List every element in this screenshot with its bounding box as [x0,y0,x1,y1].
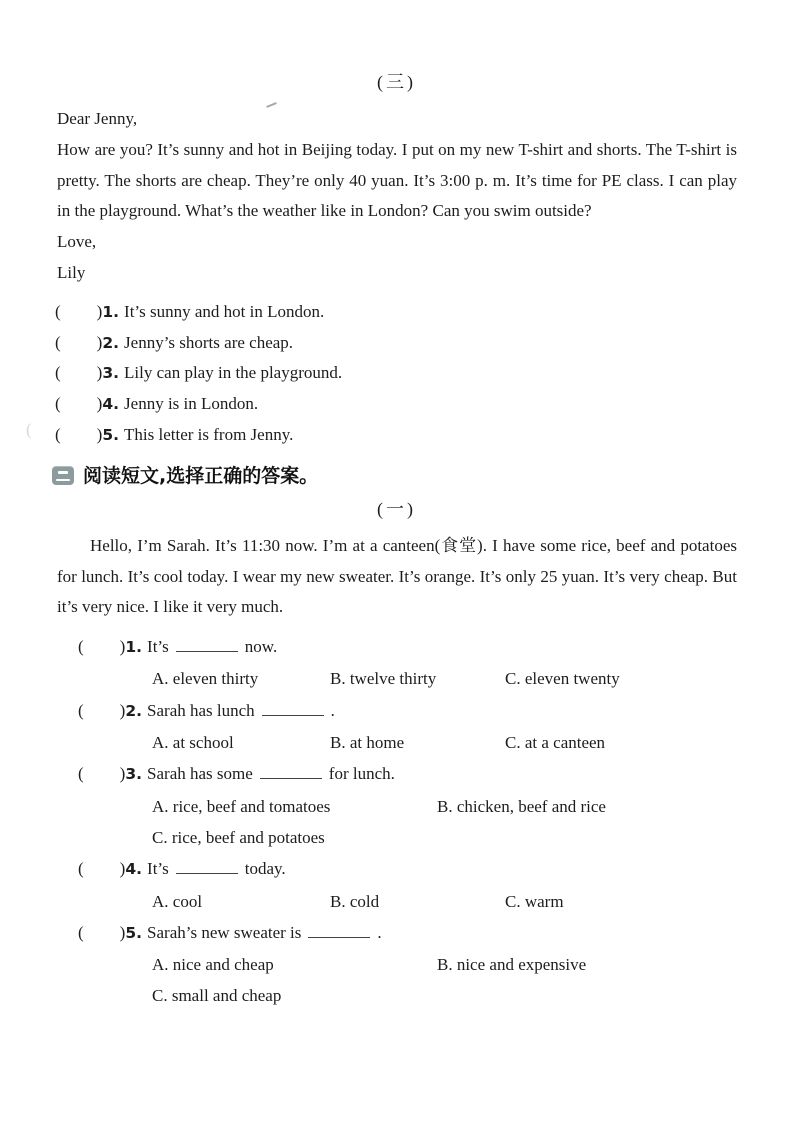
fill-in-blank[interactable] [260,776,322,779]
letter-passage [57,104,737,289]
options-row [152,980,793,1011]
tf-question-row [55,389,793,420]
reading-passage: Hello, I’m Sarah. It’s 11:30 now. I’m at a canteen(食堂). I have some rice, beef and potatoes for lunch. It’s cool today. I wear my new sweater. It’s orange. It’s only 25 yuan. It’s very cheap. But it’s very nice. I like it very much. [57,535,737,617]
close-paren: ) [96,394,103,414]
option-c: C. eleven twenty [505,669,620,689]
options-row [152,886,793,917]
question-text: This letter is from Jenny. [124,424,294,444]
option-b: B. chicken, beef and rice [437,796,606,816]
question-text-pre: It’s [147,637,169,657]
letter-body: How are you? It’s sunny and hot in Beijing today. I put on my new T-shirt and shorts. The T-shirt is pretty. The shorts are cheap. They’re only 40 yuan. It’s 3:00 p. m. It’s time for PE class. I can play in the playground. What’s the weather like in London? Can you swim outside? [57,139,737,221]
question-text-post: . [377,922,382,942]
question-number: 4. [102,395,120,414]
question-number: 1. [102,302,120,321]
question-text: Jenny is in London. [124,394,259,414]
multiple-choice-questions [0,631,793,1012]
tf-question-row [55,358,793,389]
question-text-pre: Sarah has lunch [147,700,255,720]
option-c: C. small and cheap [152,986,282,1006]
mcq-question-row [78,695,793,727]
open-paren: ( [78,637,84,657]
fill-in-blank[interactable] [308,935,370,938]
close-paren: ) [119,859,126,879]
close-paren: ) [119,922,126,942]
question-text-pre: It’s [147,859,169,879]
option-c: C. at a canteen [505,733,606,753]
section-two-header [52,463,793,489]
open-paren: ( [78,859,84,879]
open-paren: ( [55,424,61,444]
open-paren: ( [55,363,61,383]
tf-question-row [55,328,793,359]
fill-in-blank[interactable] [176,649,238,652]
option-a: A. cool [152,891,203,911]
close-paren: ) [96,332,103,352]
option-a: A. rice, beef and tomatoes [152,796,331,816]
open-paren: ( [78,922,84,942]
option-a: A. eleven thirty [152,669,259,689]
question-text: Lily can play in the playground. [124,363,343,383]
true-false-questions [55,297,793,451]
mcq-question-row [78,917,793,949]
fill-in-blank[interactable] [176,871,238,874]
letter-greeting: Dear Jenny, [57,109,138,128]
question-text-post: for lunch. [328,764,395,784]
option-b: B. twelve thirty [330,669,437,689]
question-text-pre: Sarah’s new sweater is [147,922,302,942]
option-b: B. at home [330,733,405,753]
mcq-question-row [78,853,793,885]
question-number: 4. [125,860,143,879]
option-a: A. at school [152,733,234,753]
ghost-parenthesis-mark: ( [26,420,32,439]
option-c: C. warm [505,891,564,911]
close-paren: ) [96,301,103,321]
question-text-pre: Sarah has some [147,764,253,784]
tf-question-row [55,297,793,328]
question-text: It’s sunny and hot in London. [124,301,325,321]
option-b: B. nice and expensive [437,955,587,975]
mcq-question-row [78,631,793,663]
option-b: B. cold [330,891,380,911]
options-row [152,727,793,758]
question-number: 2. [125,701,143,720]
open-paren: ( [55,394,61,414]
options-row [152,791,793,822]
open-paren: ( [78,700,84,720]
open-paren: ( [55,332,61,352]
options-row [152,949,793,980]
section-two-badge-icon [52,466,74,485]
close-paren: ) [119,764,126,784]
letter-closing: Love, [57,232,97,252]
close-paren: ) [96,363,103,383]
close-paren: ) [119,637,126,657]
options-row [152,822,793,853]
open-paren: ( [78,764,84,784]
letter-signature: Lily [57,262,86,282]
option-c: C. rice, beef and potatoes [152,827,325,847]
question-number: 5. [125,923,143,942]
question-text-post: . [330,700,335,720]
question-text-post: today. [244,859,286,879]
question-number: 3. [102,364,120,383]
mcq-question-row [78,758,793,790]
question-text: Jenny’s shorts are cheap. [124,332,294,352]
section-three-title: (三) [377,72,416,92]
question-text-post: now. [244,637,278,657]
open-paren: ( [55,301,61,321]
question-number: 5. [102,425,120,444]
question-number: 2. [102,333,120,352]
passage-one-title: (一) [377,498,416,519]
close-paren: ) [119,700,126,720]
tf-question-row [55,420,793,451]
question-number: 1. [125,638,143,657]
options-row [152,663,793,694]
option-a: A. nice and cheap [152,955,274,975]
question-number: 3. [125,765,143,784]
close-paren: ) [96,424,103,444]
section-two-title: 阅读短文,选择正确的答案。 [83,464,319,487]
fill-in-blank[interactable] [262,713,324,716]
